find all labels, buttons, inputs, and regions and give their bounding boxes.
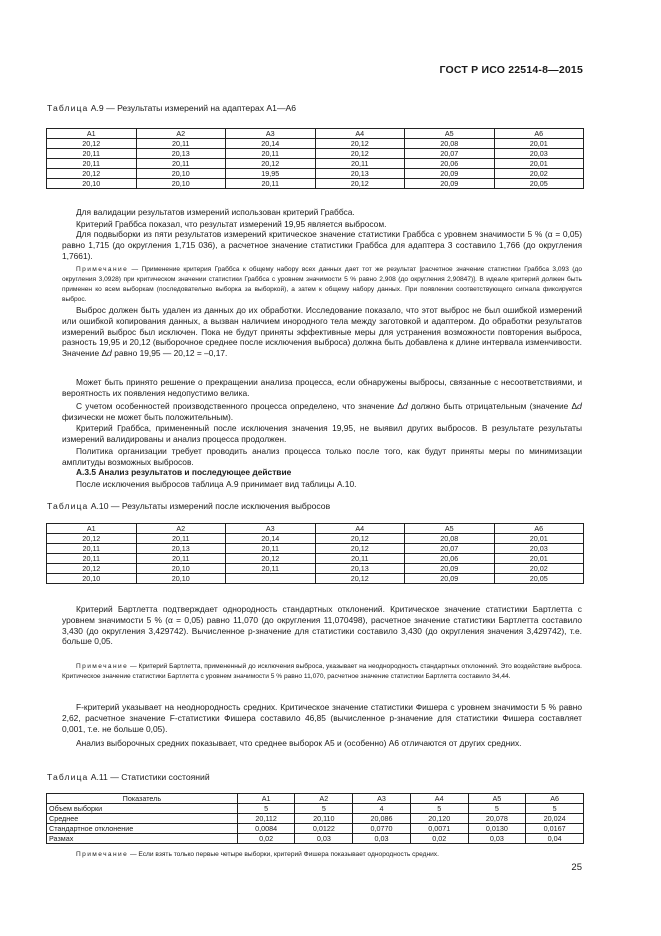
table-cell: 20,02 <box>494 169 584 179</box>
table-cell: 20,14 <box>226 139 316 149</box>
table-cell: 20,08 <box>405 139 495 149</box>
table-cell: 0,03 <box>468 834 526 844</box>
table-cell: 20,12 <box>315 179 405 189</box>
table-row <box>47 554 584 564</box>
paragraph: Выброс должен быть удален из данных до их обработки. Исследование показало, что этот выброс не был ошибкой измерений или ошибкой копирования данных, а вызван наличием инородного тела между заготовкой и адаптером. До обработки результатов измерений выброс был исключен. Пока не будут приняты эффективные меры для устранения возможности повторения выброса, разность 19,95 и 20,12 (выборочное среднее после исключения выброса) должна быть добавлена к длине интервала изменчивости. Значение Δ𝑑 равно 19,95 — 20,12 = –0,17. <box>62 305 582 359</box>
table-row <box>47 814 584 824</box>
table-cell: 5 <box>295 804 353 814</box>
table-cell: 20,12 <box>315 149 405 159</box>
table-cell: Стандартное отклонение <box>47 824 238 834</box>
column-header: А3 <box>226 129 316 139</box>
table-cell: 0,0071 <box>410 824 468 834</box>
table-a9-caption: Таблица А.9 — Результаты измерений на адаптерах А1—А6 <box>47 103 297 113</box>
table-cell <box>226 574 316 584</box>
paragraph: С учетом особенностей производственного процесса определено, что значение Δ𝑑 должно быть отрицательным (значение Δ𝑑 физически не может быть положительным). <box>62 401 582 422</box>
table-cell: 20,13 <box>315 564 405 574</box>
table-cell: 20,11 <box>47 149 137 159</box>
note: Примечание — Критерий Бартлетта, примененный до исключения выброса, указывает на неоднородность стандартных отклонений. Это воздействие выброса. Критическое значение статистики Бартлетта с уровнем значимости 5 % равно 11,070, расчетное значение статистики Бартлетта составило 34,44. <box>62 663 582 680</box>
document-header: ГОСТ Р ИСО 22514-8—2015 <box>439 64 583 76</box>
paragraph: После исключения выбросов таблица А.9 принимает вид таблицы А.10. <box>76 479 357 489</box>
table-cell: 5 <box>526 804 584 814</box>
table-cell: 20,09 <box>405 574 495 584</box>
table-row <box>47 804 584 814</box>
paragraph: Для валидации результатов измерений использован критерий Граббса. <box>76 207 355 217</box>
table-cell: 20,01 <box>494 554 584 564</box>
table-cell: 20,12 <box>47 139 137 149</box>
column-header: А3 <box>226 524 316 534</box>
table-cell: 20,12 <box>315 574 405 584</box>
section-heading: А.3.5 Анализ результатов и последующее действие <box>76 467 292 477</box>
table-cell: 20,10 <box>136 179 226 189</box>
table-cell: 20,10 <box>47 179 137 189</box>
table-cell: 20,01 <box>494 534 584 544</box>
table-cell: 0,02 <box>410 834 468 844</box>
table-cell: 20,06 <box>405 159 495 169</box>
table-cell: 5 <box>410 804 468 814</box>
page-number: 25 <box>571 862 582 873</box>
table-cell: 20,07 <box>405 544 495 554</box>
table-cell: 20,12 <box>47 564 137 574</box>
table-header-row <box>47 794 584 804</box>
table-cell: 20,120 <box>410 814 468 824</box>
table-cell: 20,10 <box>136 564 226 574</box>
column-header: А4 <box>315 129 405 139</box>
column-header: А1 <box>47 129 137 139</box>
column-header: А4 <box>410 794 468 804</box>
table-cell: 20,12 <box>226 554 316 564</box>
table-cell: 0,0084 <box>237 824 295 834</box>
table-cell: 20,09 <box>405 169 495 179</box>
table-cell: 20,08 <box>405 534 495 544</box>
table-cell: 20,11 <box>315 159 405 169</box>
table-cell: 20,12 <box>315 534 405 544</box>
table-row <box>47 564 584 574</box>
table-cell: 20,11 <box>226 149 316 159</box>
table-cell: 20,10 <box>47 574 137 584</box>
table-cell: 4 <box>353 804 411 814</box>
paragraph: Может быть принято решение о прекращении анализа процесса, если обнаружены выбросы, связанные с несоответствиями, и вероятность их появления недопустимо велика. <box>62 377 582 398</box>
table-cell: 20,03 <box>494 544 584 554</box>
table-cell: Среднее <box>47 814 238 824</box>
table-header-row <box>47 129 584 139</box>
table-cell: 0,0130 <box>468 824 526 834</box>
table-cell: 20,12 <box>47 169 137 179</box>
table-cell: 20,086 <box>353 814 411 824</box>
table-a9 <box>46 128 584 189</box>
table-cell: 0,0770 <box>353 824 411 834</box>
table-row <box>47 169 584 179</box>
table-cell: 20,11 <box>47 159 137 169</box>
table-cell: 0,0122 <box>295 824 353 834</box>
table-cell: 5 <box>237 804 295 814</box>
table-cell: 20,11 <box>136 159 226 169</box>
table-cell: 19,95 <box>226 169 316 179</box>
table-cell: 20,11 <box>315 554 405 564</box>
table-a11 <box>46 793 584 844</box>
table-cell: 0,02 <box>237 834 295 844</box>
table-cell: 20,09 <box>405 179 495 189</box>
table-row <box>47 544 584 554</box>
table-cell: 20,11 <box>47 544 137 554</box>
table-cell: 20,11 <box>136 554 226 564</box>
column-header: А6 <box>526 794 584 804</box>
column-header: А2 <box>136 129 226 139</box>
column-header: А1 <box>47 524 137 534</box>
paragraph: Политика организации требует проводить анализ процесса только после того, как будут приняты меры по минимизации амплитуды возможных выбросов. <box>62 446 582 467</box>
table-cell: 0,04 <box>526 834 584 844</box>
column-header: Показатель <box>47 794 238 804</box>
column-header: А2 <box>136 524 226 534</box>
table-cell: 20,02 <box>494 564 584 574</box>
table-row <box>47 139 584 149</box>
table-cell: 20,13 <box>315 169 405 179</box>
table-header-row <box>47 524 584 534</box>
table-cell: 20,110 <box>295 814 353 824</box>
paragraph: Анализ выборочных средних показывает, что среднее выборок А5 и (особенно) А6 отличаются от других средних. <box>76 738 522 748</box>
column-header: А5 <box>405 129 495 139</box>
column-header: А1 <box>237 794 295 804</box>
table-cell: Объем выборки <box>47 804 238 814</box>
column-header: А4 <box>315 524 405 534</box>
column-header: А2 <box>295 794 353 804</box>
table-row <box>47 824 584 834</box>
column-header: А6 <box>494 129 584 139</box>
table-cell: 20,12 <box>315 139 405 149</box>
table-cell: 20,01 <box>494 159 584 169</box>
table-cell: 20,01 <box>494 139 584 149</box>
column-header: А6 <box>494 524 584 534</box>
table-row <box>47 574 584 584</box>
table-cell: 20,03 <box>494 149 584 159</box>
table-row <box>47 834 584 844</box>
note: Примечание — Применение критерия Граббса к общему набору всех данных дает тот же результат [расчетное значение статистики Граббса 3,093 (до округления 3,0928) при критическом значении статистики Граббса с уровнем значимости 5 % равно 2,908 (до округления 2,90847)]. В идеале критерий должен быть применен ко всем выборкам (последовательно выборка за выборкой), а затем к общему набору данных. При появлении соответствующего сигнала фиксируется выброс. <box>62 266 582 303</box>
paragraph: Критерий Граббса, примененный после исключения значения 19,95, не выявил других выбросов. В результате результаты измерений валидированы и анализ процесса продолжен. <box>62 423 582 444</box>
column-header: А5 <box>405 524 495 534</box>
column-header: А3 <box>353 794 411 804</box>
table-cell: 20,112 <box>237 814 295 824</box>
table-cell: 20,078 <box>468 814 526 824</box>
table-a11-caption: Таблица А.11 — Статистики состояний <box>47 772 210 782</box>
table-cell: 20,12 <box>315 544 405 554</box>
table-row <box>47 159 584 169</box>
table-a10-caption: Таблица А.10 — Результаты измерений после исключения выбросов <box>47 501 331 511</box>
table-cell: 20,10 <box>136 169 226 179</box>
table-cell: 0,03 <box>353 834 411 844</box>
table-cell: 0,03 <box>295 834 353 844</box>
table-cell: Размах <box>47 834 238 844</box>
table-cell: 20,11 <box>226 544 316 554</box>
table-cell: 20,024 <box>526 814 584 824</box>
table-row <box>47 534 584 544</box>
table-cell: 20,12 <box>226 159 316 169</box>
table-cell: 20,09 <box>405 564 495 574</box>
table-cell: 20,05 <box>494 179 584 189</box>
table-cell: 20,13 <box>136 149 226 159</box>
table-cell: 20,11 <box>136 139 226 149</box>
paragraph: Для подвыборки из пяти результатов измерений критическое значение статистики Граббса с уровнем значимости 5 % (α = 0,05) равно 1,715 (до округления 1,715 036), а расчетное значение статистики Граббса для адаптера 3 составило 1,766 (до округления 1,7661). <box>62 229 582 261</box>
table-cell: 20,11 <box>226 564 316 574</box>
note: Примечание — Если взять только первые четыре выборки, критерий Фишера показывает однородность средних. <box>76 851 439 858</box>
table-cell: 20,10 <box>136 574 226 584</box>
table-cell: 20,13 <box>136 544 226 554</box>
table-cell: 5 <box>468 804 526 814</box>
table-cell: 20,06 <box>405 554 495 564</box>
table-cell: 20,14 <box>226 534 316 544</box>
column-header: А5 <box>468 794 526 804</box>
table-row <box>47 179 584 189</box>
paragraph: F-критерий указывает на неоднородность средних. Критическое значение статистики Фишера с уровнем значимости 5 % равно 2,62, расчетное значение F-статистики Фишера составило 46,85 (вычисленное p-значение для статистики Фишера составляет 0,001, т.е. не больше 0,05). <box>62 702 582 734</box>
table-a10 <box>46 523 584 584</box>
table-cell: 20,05 <box>494 574 584 584</box>
table-cell: 20,07 <box>405 149 495 159</box>
paragraph: Критерий Бартлетта подтверждает однородность стандартных отклонений. Критическое значение статистики Бартлетта с уровнем значимости 5 % (α = 0,05) равно 11,070 (до округления 11,070498), расчетное значение статистики Бартлетта составило 3,430 (до округления 3,429742). Вычисленное p-значение для статистики составило 3,430 (до округления значения 3,429742), т.е. больше 0,05. <box>62 604 582 647</box>
table-cell: 20,11 <box>136 534 226 544</box>
table-cell: 20,11 <box>47 554 137 564</box>
table-cell: 20,11 <box>226 179 316 189</box>
paragraph: Критерий Граббса показал, что результат измерений 19,95 является выбросом. <box>76 219 387 229</box>
table-row <box>47 149 584 159</box>
table-cell: 0,0167 <box>526 824 584 834</box>
table-cell: 20,12 <box>47 534 137 544</box>
